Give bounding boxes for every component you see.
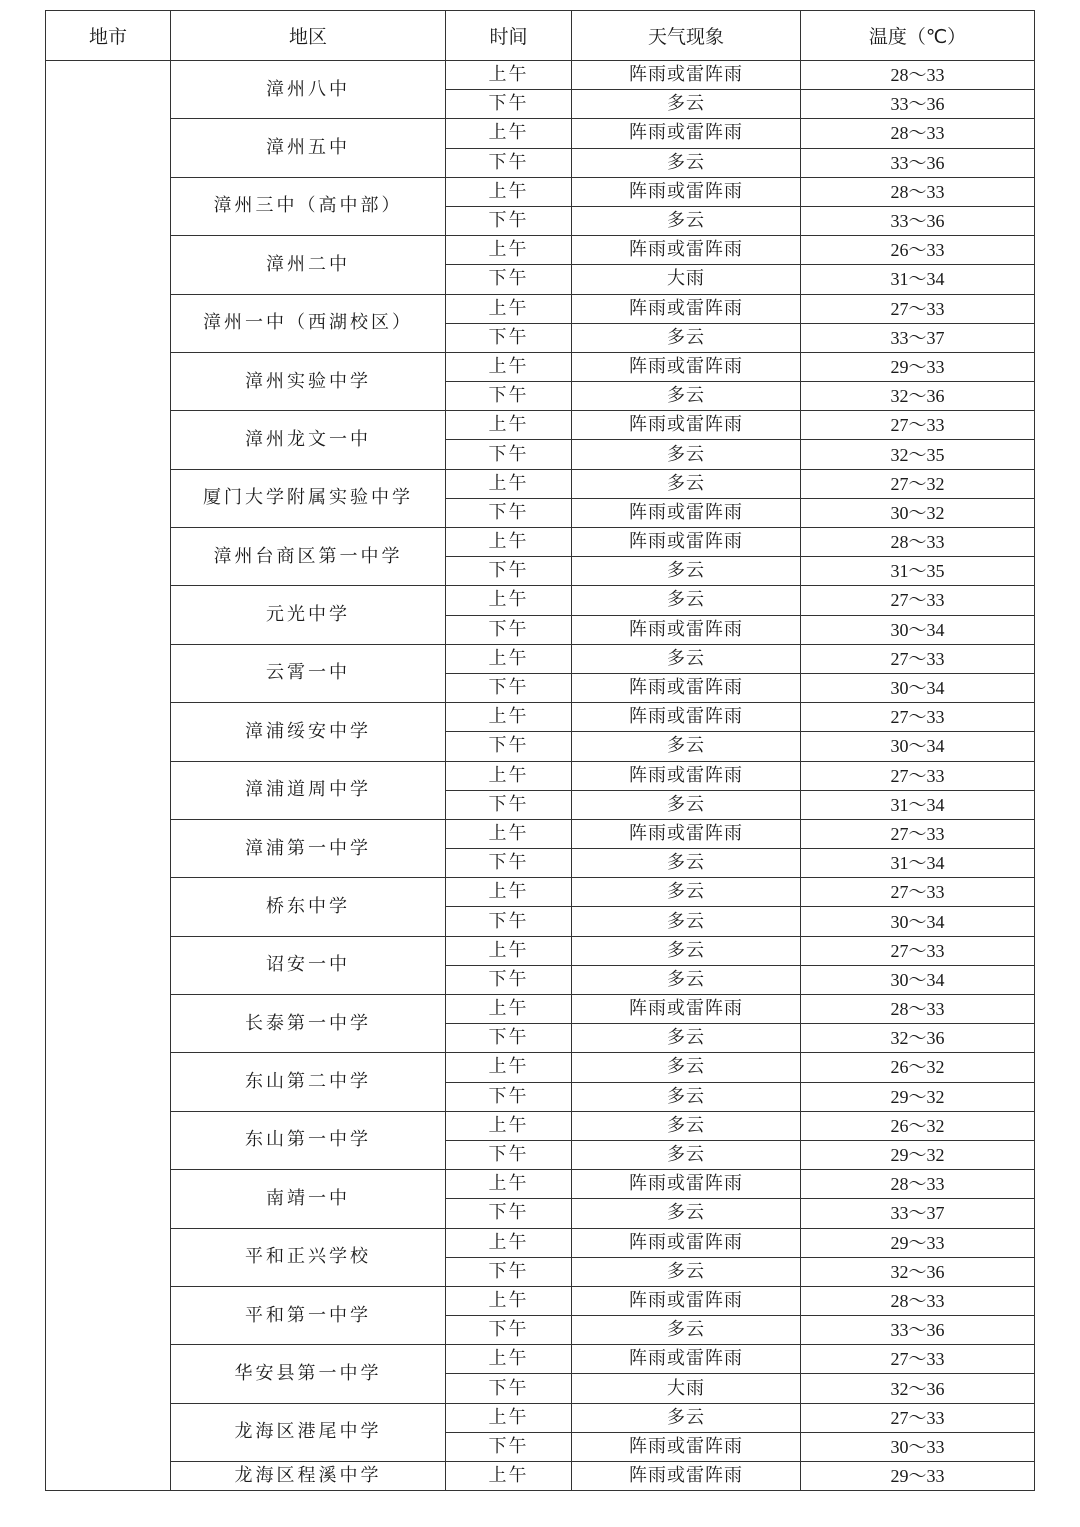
weather-condition: 阵雨或雷阵雨 — [572, 528, 801, 557]
temperature-range: 27～33 — [801, 878, 1035, 907]
school-name: 漳浦绥安中学 — [171, 703, 446, 761]
weather-condition: 阵雨或雷阵雨 — [572, 761, 801, 790]
time-period: 下午 — [446, 849, 572, 878]
weather-condition: 阵雨或雷阵雨 — [572, 615, 801, 644]
weather-condition: 大雨 — [572, 265, 801, 294]
time-period: 下午 — [446, 557, 572, 586]
temperature-range: 32～36 — [801, 382, 1035, 411]
weather-condition: 多云 — [572, 440, 801, 469]
temperature-range: 33～37 — [801, 323, 1035, 352]
school-name: 龙海区港尾中学 — [171, 1403, 446, 1461]
time-period: 上午 — [446, 703, 572, 732]
temperature-range: 32～35 — [801, 440, 1035, 469]
weather-condition: 多云 — [572, 90, 801, 119]
time-period: 上午 — [446, 644, 572, 673]
school-name: 漳浦第一中学 — [171, 819, 446, 877]
school-name: 龙海区程溪中学 — [171, 1462, 446, 1491]
weather-condition: 多云 — [572, 1316, 801, 1345]
table-row — [46, 1286, 1035, 1315]
temperature-range: 31～34 — [801, 265, 1035, 294]
weather-table — [45, 10, 1035, 1491]
header-row — [46, 11, 1035, 61]
temperature-range: 33～37 — [801, 1199, 1035, 1228]
time-period: 下午 — [446, 498, 572, 527]
temperature-range: 32～36 — [801, 1257, 1035, 1286]
table-row — [46, 586, 1035, 615]
time-period: 下午 — [446, 1199, 572, 1228]
time-period: 下午 — [446, 265, 572, 294]
weather-condition: 阵雨或雷阵雨 — [572, 673, 801, 702]
time-period: 下午 — [446, 90, 572, 119]
temperature-range: 33～36 — [801, 206, 1035, 235]
weather-condition: 阵雨或雷阵雨 — [572, 1462, 801, 1491]
school-name: 桥东中学 — [171, 878, 446, 936]
time-period: 上午 — [446, 819, 572, 848]
table-body — [46, 61, 1035, 1491]
table-row — [46, 1228, 1035, 1257]
temperature-range: 32～36 — [801, 1374, 1035, 1403]
table-row — [46, 1345, 1035, 1374]
temperature-range: 31～34 — [801, 790, 1035, 819]
time-period: 上午 — [446, 761, 572, 790]
temperature-range: 30～34 — [801, 907, 1035, 936]
time-period: 上午 — [446, 119, 572, 148]
weather-condition: 多云 — [572, 1053, 801, 1082]
table-row — [46, 411, 1035, 440]
weather-condition: 多云 — [572, 148, 801, 177]
time-period: 下午 — [446, 907, 572, 936]
temperature-range: 28～33 — [801, 177, 1035, 206]
school-name: 漳州实验中学 — [171, 352, 446, 410]
weather-condition: 多云 — [572, 878, 801, 907]
time-period: 上午 — [446, 469, 572, 498]
weather-condition: 多云 — [572, 732, 801, 761]
weather-condition: 阵雨或雷阵雨 — [572, 177, 801, 206]
weather-condition: 多云 — [572, 1199, 801, 1228]
weather-condition: 多云 — [572, 206, 801, 235]
temperature-range: 30～34 — [801, 615, 1035, 644]
table-row — [46, 703, 1035, 732]
temperature-range: 30～32 — [801, 498, 1035, 527]
weather-condition: 阵雨或雷阵雨 — [572, 498, 801, 527]
table-row — [46, 61, 1035, 90]
table-row — [46, 528, 1035, 557]
time-period: 上午 — [446, 1111, 572, 1140]
time-period: 上午 — [446, 1403, 572, 1432]
time-period: 上午 — [446, 1053, 572, 1082]
weather-condition: 阵雨或雷阵雨 — [572, 61, 801, 90]
city-cell — [46, 61, 171, 1491]
time-period: 下午 — [446, 206, 572, 235]
time-period: 下午 — [446, 673, 572, 702]
temperature-range: 27～33 — [801, 294, 1035, 323]
time-period: 下午 — [446, 615, 572, 644]
time-period: 下午 — [446, 440, 572, 469]
time-period: 上午 — [446, 1170, 572, 1199]
temperature-range: 31～34 — [801, 849, 1035, 878]
temperature-range: 26～32 — [801, 1111, 1035, 1140]
temperature-range: 28～33 — [801, 528, 1035, 557]
table-row — [46, 1170, 1035, 1199]
weather-condition: 阵雨或雷阵雨 — [572, 1345, 801, 1374]
table-row — [46, 1111, 1035, 1140]
temperature-range: 30～34 — [801, 965, 1035, 994]
weather-condition: 阵雨或雷阵雨 — [572, 411, 801, 440]
weather-condition: 多云 — [572, 1111, 801, 1140]
time-period: 下午 — [446, 1024, 572, 1053]
weather-condition: 阵雨或雷阵雨 — [572, 819, 801, 848]
time-period: 下午 — [446, 323, 572, 352]
time-period: 下午 — [446, 1140, 572, 1169]
weather-condition: 多云 — [572, 1082, 801, 1111]
school-name: 平和第一中学 — [171, 1286, 446, 1344]
table-row — [46, 936, 1035, 965]
table-row — [46, 236, 1035, 265]
temperature-range: 27～33 — [801, 703, 1035, 732]
school-name: 诏安一中 — [171, 936, 446, 994]
time-period: 上午 — [446, 1228, 572, 1257]
temperature-range: 33～36 — [801, 148, 1035, 177]
weather-condition: 阵雨或雷阵雨 — [572, 1286, 801, 1315]
table-row — [46, 1053, 1035, 1082]
school-name: 漳州二中 — [171, 236, 446, 294]
temperature-range: 28～33 — [801, 995, 1035, 1024]
weather-condition: 多云 — [572, 382, 801, 411]
time-period: 上午 — [446, 352, 572, 381]
table-row — [46, 294, 1035, 323]
weather-condition: 多云 — [572, 1024, 801, 1053]
temperature-range: 29～33 — [801, 1228, 1035, 1257]
school-name: 元光中学 — [171, 586, 446, 644]
temperature-range: 29～33 — [801, 352, 1035, 381]
temperature-range: 31～35 — [801, 557, 1035, 586]
school-name: 厦门大学附属实验中学 — [171, 469, 446, 527]
temperature-range: 33～36 — [801, 90, 1035, 119]
time-period: 下午 — [446, 1316, 572, 1345]
weather-condition: 多云 — [572, 965, 801, 994]
temperature-range: 30～34 — [801, 732, 1035, 761]
temperature-range: 28～33 — [801, 119, 1035, 148]
time-period: 下午 — [446, 732, 572, 761]
header-city: 地市 — [46, 11, 171, 61]
temperature-range: 26～33 — [801, 236, 1035, 265]
school-name: 东山第二中学 — [171, 1053, 446, 1111]
temperature-range: 32～36 — [801, 1024, 1035, 1053]
school-name: 漳州五中 — [171, 119, 446, 177]
table-row — [46, 819, 1035, 848]
temperature-range: 30～33 — [801, 1432, 1035, 1461]
time-period: 下午 — [446, 148, 572, 177]
weather-condition: 大雨 — [572, 1374, 801, 1403]
temperature-range: 27～33 — [801, 1403, 1035, 1432]
school-name: 漳浦道周中学 — [171, 761, 446, 819]
weather-condition: 阵雨或雷阵雨 — [572, 703, 801, 732]
header-temp: 温度（℃） — [801, 11, 1035, 61]
time-period: 上午 — [446, 1345, 572, 1374]
time-period: 上午 — [446, 236, 572, 265]
table-row — [46, 761, 1035, 790]
temperature-range: 33～36 — [801, 1316, 1035, 1345]
header-time: 时间 — [446, 11, 572, 61]
time-period: 上午 — [446, 1462, 572, 1491]
time-period: 下午 — [446, 1082, 572, 1111]
temperature-range: 29～33 — [801, 1462, 1035, 1491]
time-period: 下午 — [446, 382, 572, 411]
table-row — [46, 1403, 1035, 1432]
temperature-range: 27～33 — [801, 1345, 1035, 1374]
temperature-range: 29～32 — [801, 1140, 1035, 1169]
school-name: 华安县第一中学 — [171, 1345, 446, 1403]
time-period: 下午 — [446, 1374, 572, 1403]
time-period: 上午 — [446, 61, 572, 90]
weather-condition: 多云 — [572, 323, 801, 352]
weather-condition: 多云 — [572, 790, 801, 819]
school-name: 漳州八中 — [171, 61, 446, 119]
table-row — [46, 995, 1035, 1024]
time-period: 上午 — [446, 528, 572, 557]
temperature-range: 29～32 — [801, 1082, 1035, 1111]
table-row — [46, 177, 1035, 206]
weather-condition: 阵雨或雷阵雨 — [572, 352, 801, 381]
header-weather: 天气现象 — [572, 11, 801, 61]
time-period: 上午 — [446, 878, 572, 907]
weather-condition: 阵雨或雷阵雨 — [572, 995, 801, 1024]
weather-condition: 多云 — [572, 644, 801, 673]
school-name: 云霄一中 — [171, 644, 446, 702]
temperature-range: 27～33 — [801, 644, 1035, 673]
header-region: 地区 — [171, 11, 446, 61]
weather-condition: 多云 — [572, 849, 801, 878]
weather-condition: 阵雨或雷阵雨 — [572, 236, 801, 265]
weather-condition: 阵雨或雷阵雨 — [572, 1170, 801, 1199]
weather-condition: 阵雨或雷阵雨 — [572, 1432, 801, 1461]
temperature-range: 27～33 — [801, 819, 1035, 848]
table-row — [46, 352, 1035, 381]
school-name: 南靖一中 — [171, 1170, 446, 1228]
time-period: 下午 — [446, 1257, 572, 1286]
temperature-range: 27～33 — [801, 761, 1035, 790]
school-name: 漳州三中（高中部） — [171, 177, 446, 235]
table-row — [46, 119, 1035, 148]
time-period: 下午 — [446, 1432, 572, 1461]
school-name: 漳州一中（西湖校区） — [171, 294, 446, 352]
table-row — [46, 878, 1035, 907]
weather-condition: 阵雨或雷阵雨 — [572, 119, 801, 148]
temperature-range: 30～34 — [801, 673, 1035, 702]
school-name: 长泰第一中学 — [171, 995, 446, 1053]
weather-condition: 多云 — [572, 1403, 801, 1432]
weather-condition: 多云 — [572, 1257, 801, 1286]
time-period: 下午 — [446, 790, 572, 819]
school-name: 东山第一中学 — [171, 1111, 446, 1169]
time-period: 上午 — [446, 411, 572, 440]
temperature-range: 28～33 — [801, 1286, 1035, 1315]
time-period: 上午 — [446, 995, 572, 1024]
temperature-range: 27～33 — [801, 411, 1035, 440]
school-name: 漳州龙文一中 — [171, 411, 446, 469]
time-period: 下午 — [446, 965, 572, 994]
weather-condition: 多云 — [572, 469, 801, 498]
time-period: 上午 — [446, 177, 572, 206]
weather-condition: 多云 — [572, 557, 801, 586]
temperature-range: 27～32 — [801, 469, 1035, 498]
time-period: 上午 — [446, 1286, 572, 1315]
temperature-range: 26～32 — [801, 1053, 1035, 1082]
weather-condition: 多云 — [572, 586, 801, 615]
school-name: 平和正兴学校 — [171, 1228, 446, 1286]
weather-condition: 多云 — [572, 907, 801, 936]
table-row — [46, 1462, 1035, 1491]
time-period: 上午 — [446, 294, 572, 323]
weather-condition: 多云 — [572, 936, 801, 965]
temperature-range: 27～33 — [801, 936, 1035, 965]
temperature-range: 28～33 — [801, 61, 1035, 90]
time-period: 上午 — [446, 586, 572, 615]
time-period: 上午 — [446, 936, 572, 965]
weather-condition: 多云 — [572, 1140, 801, 1169]
table-row — [46, 644, 1035, 673]
temperature-range: 28～33 — [801, 1170, 1035, 1199]
school-name: 漳州台商区第一中学 — [171, 528, 446, 586]
temperature-range: 27～33 — [801, 586, 1035, 615]
table-row — [46, 469, 1035, 498]
weather-condition: 阵雨或雷阵雨 — [572, 294, 801, 323]
weather-condition: 阵雨或雷阵雨 — [572, 1228, 801, 1257]
